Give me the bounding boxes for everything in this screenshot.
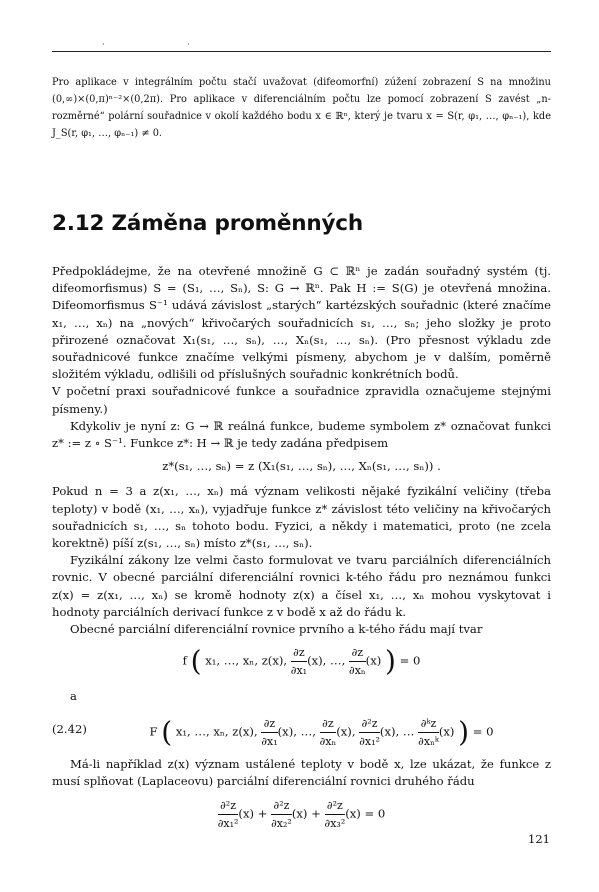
page-number: 121 — [528, 832, 550, 846]
equation-number: (2.42) — [52, 721, 87, 736]
section-title: 2.12 Záměna proměnných — [52, 211, 363, 236]
running-header-marks: · · — [102, 40, 230, 49]
paragraph-7: Má-li například z(x) význam ustálené teploty v bodě x, lze ukázat, že funkce z musí splňovat (Laplaceovu) parciální diferenciální rovnici druhého řádu — [52, 757, 551, 789]
equation-2-42: (2.42) F ( x₁, …, xₙ, z(x), $\frac{\partial z}{\text{∂x₁}}$ (x), …, $\frac{\partial z}{\text{∂xₙ}}$ (x), $\frac{\text{∂²z}}{\text{∂x₁²}}$ (x), … $\frac{\text{∂ᵏz}}{\text{∂xₙᵏ}}$ (x) ) = 0 — [52, 715, 494, 749]
header-rule — [52, 51, 551, 52]
equation-laplace: $\frac{\text{∂²z}}{\text{∂x₁²}}$ (x) + $\frac{\text{∂²z}}{\text{∂x₂²}}$ (x) + $\frac{\text{∂²z}}{\text{∂x₃²}}$ (x) = 0 — [217, 798, 386, 830]
section-body — [52, 263, 551, 840]
conjunction-a: a — [70, 688, 77, 703]
equation-zstar: z*(s₁, …, sₙ) = z (X₁(s₁, …, sₙ), …, Xₙ(s₁, …, sₙ)) . — [162, 459, 441, 474]
paragraph-1: Předpokládejme, že na otevřené množině G ⊂ ℝⁿ je zadán souřadný systém (tj. difeomorfismus) S = (S₁, …, Sₙ), S: G → ℝⁿ. Pak H := S(G) je otevřená množina. Difeomorfismus S⁻¹ udává závislost „starých“ kartézských souřadnic (které značíme x₁, …, xₙ) na „nových“ křivočarých souřadnicích s₁, …, sₙ; jeho složky je proto přirozené označovat X₁(s₁, …, sₙ), …, Xₙ(s₁, …, sₙ). (Pro přesnost výkladu zde souřadnicové funkce značíme velkými písmeny, abychom je v dalším, poměrně složitém výkladu, odlišili od příslušných souřadnic konkrétních bodů. — [52, 264, 551, 382]
preceding-note: Pro aplikace v integrálním počtu stačí uvažovat (difeomorfní) zúžení zobrazení S na množinu (0,∞)×(0,π)ⁿ⁻²×(0,2π). Pro aplikace v diferenciálním počtu lze pomocí zobrazení S zavést „n-rozměrné“ polární souřadnice v okolí každého bodu x ∈ ℝⁿ, který je tvaru x = S(r, φ₁, …, φₙ₋₁), kde J_S(r, φ₁, …, φₙ₋₁) ≠ 0. — [52, 77, 551, 139]
paragraph-6: Obecné parciální diferenciální rovnice prvního a k-tého řádu mají tvar — [70, 622, 483, 637]
fraction-dz-dx1: $\frac{\partial z}{\text{∂x₁}}$ — [290, 646, 308, 678]
equation-first-order: f ( x₁, …, xₙ, z(x), $\frac{\partial z}{\text{∂x₁}}$ (x), …, $\frac{\partial z}{\text{∂xₙ}}$ (x) ) = 0 — [182, 644, 421, 678]
paragraph-2: V početní praxi souřadnicové funkce a souřadnice zpravidla označujeme stejnými písmeny.) — [52, 384, 551, 416]
paragraph-3: Kdykoliv je nyní z: G → ℝ reálná funkce, budeme symbolem z* označovat funkci z* := z ∘ S⁻¹. Funkce z*: H → ℝ je tedy zadána předpisem — [52, 418, 551, 451]
eq-f-args: x₁, …, xₙ, z(x), — [205, 653, 288, 668]
eq-f-symbol: f — [182, 653, 187, 668]
paragraph-4: Pokud n = 3 a z(x₁, …, xₙ) má význam velikosti nějaké fyzikální veličiny (třeba teploty) v bodě (x₁, …, xₙ), vyjadřuje funkce z* závislost této veličiny na křivočarých souřadnicích s₁, …, sₙ tohoto bodu. Fyzici, a někdy i matematici, proto (ne zcela korektně) píší z(s₁, …, sₙ) místo z*(s₁, …, sₙ). — [52, 484, 551, 551]
paragraph-5: Fyzikální zákony lze velmi často formulovat ve tvaru parciálních diferenciálních rovnic. V obecné parciální diferenciální rovnici k-tého řádu pro neznámou funkci z(x) = z(x₁, …, xₙ) se kromě hodnoty z(x) a čísel x₁, …, xₙ mohou vyskytovat i hodnoty parciálních derivací funkce z v bodě x až do řádu k. — [52, 553, 551, 619]
fraction-dz-dxn: $\frac{\partial z}{\text{∂xₙ}}$ — [349, 646, 366, 678]
